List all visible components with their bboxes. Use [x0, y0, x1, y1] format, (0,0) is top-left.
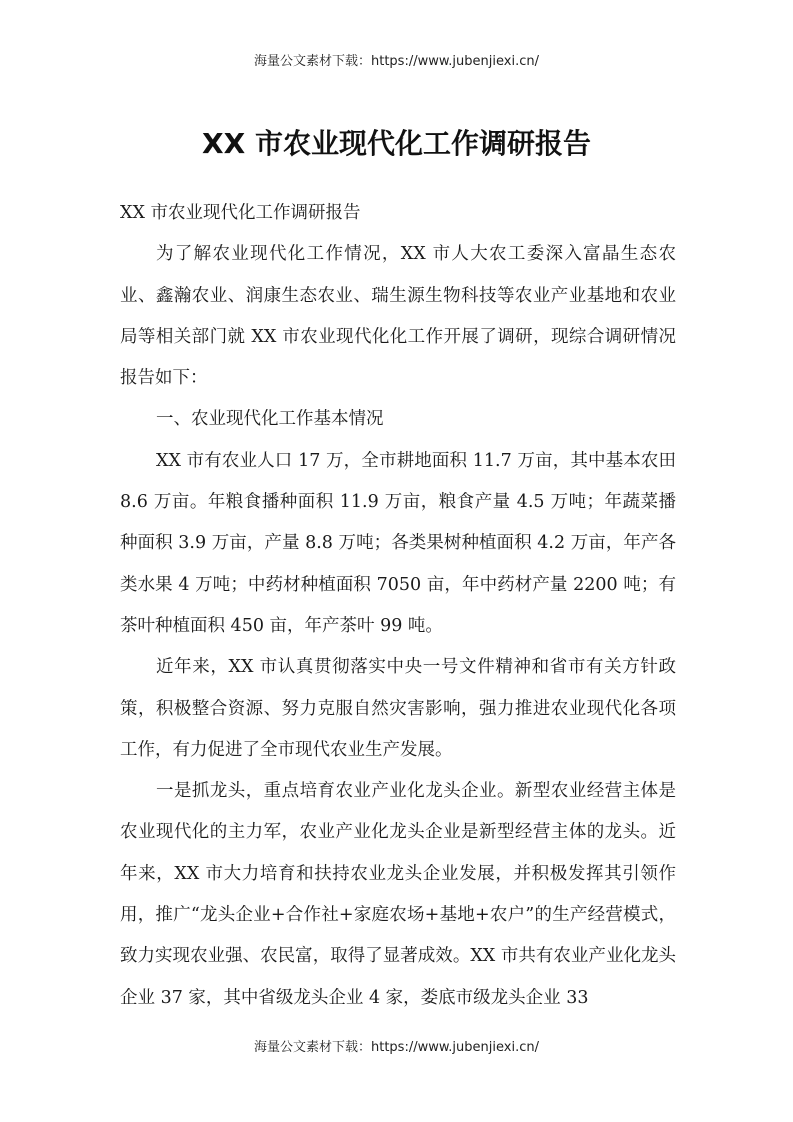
page-header: 海量公文素材下载：https://www.jubenjiexi.cn/ — [254, 54, 539, 69]
paragraph-recent-years: 近年来，XX 市认真贯彻落实中央一号文件精神和省市有关方针政策，积极整合资源、努力克服自然灾害影响，强力推进农业现代化各项工作，有力促进了全市现代农业生产发展。 — [120, 657, 676, 760]
body-subtitle: XX 市农业现代化工作调研报告 — [120, 203, 361, 223]
document-body — [120, 193, 676, 1019]
document-title: XX 市农业现代化工作调研报告 — [202, 127, 591, 160]
paragraph-leading-enterprises: 一是抓龙头，重点培育农业产业化龙头企业。新型农业经营主体是农业现代化的主力军，农业产业化龙头企业是新型经营主体的龙头。近年来，XX 市大力培育和扶持农业龙头企业发展，并积极发挥其引领作用，推广“龙头企业+合作社+家庭农场+基地+农户”的生产经营模式，致力实现农业强、农民富，取得了显著成效。XX 市共有农业产业化龙头企业 37 家，其中省级龙头企业 4 家，娄底市级龙头企业 33 — [120, 781, 676, 1008]
section-heading-1: 一、农业现代化工作基本情况 — [156, 409, 384, 430]
paragraph-intro: 为了解农业现代化工作情况，XX 市人大农工委深入富晶生态农业、鑫瀚农业、润康生态农业、瑞生源生物科技等农业产业基地和农业局等相关部门就 XX 市农业现代化化工作开展了调研，现综合调研情况报告如下： — [120, 244, 676, 389]
paragraph-statistics: XX 市有农业人口 17 万，全市耕地面积 11.7 万亩，其中基本农田 8.6 万亩。年粮食播种面积 11.9 万亩，粮食产量 4.5 万吨；年蔬菜播种面积 3.9 万亩，产量 8.8 万吨；各类果树种植面积 4.2 万亩，年产各类水果 4 万吨；中药材种植面积 7050 亩，年中药材产量 2200 吨；有茶叶种植面积 450 亩，年产茶叶 99 吨。 — [120, 450, 676, 636]
page-footer: 海量公文素材下载：https://www.jubenjiexi.cn/ — [254, 1040, 539, 1055]
